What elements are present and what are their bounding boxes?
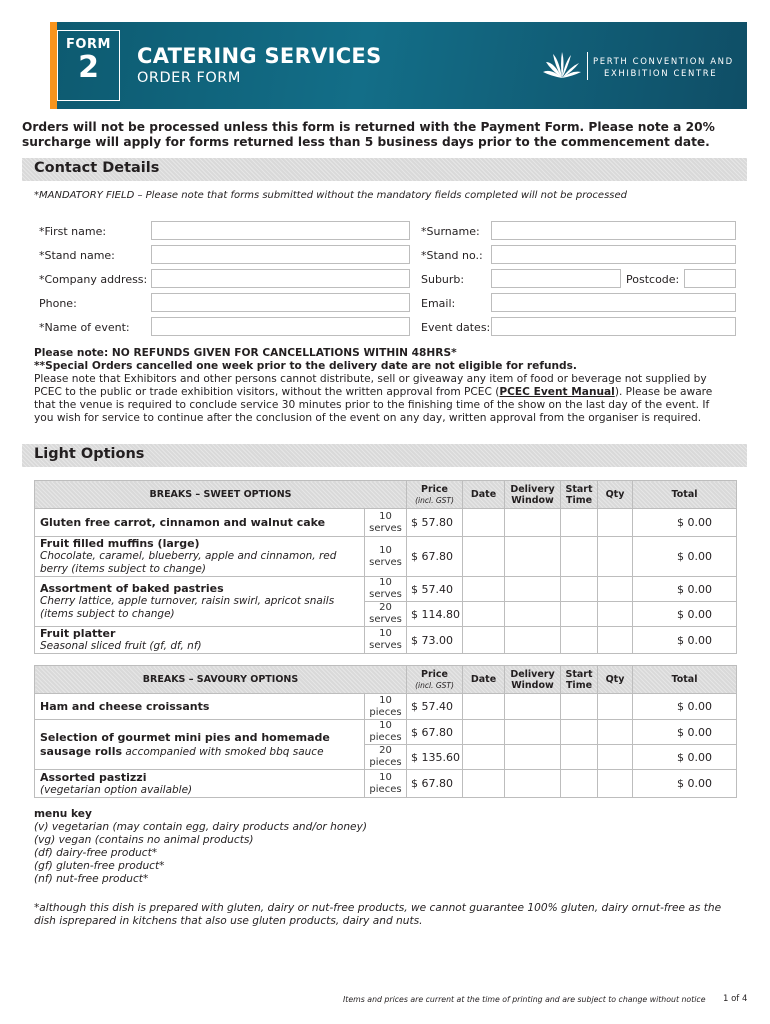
date-cell[interactable] [463, 694, 505, 720]
menu-key-item: (df) dairy-free product* [34, 847, 158, 859]
phone-field[interactable] [151, 293, 410, 312]
form-number: 2 [78, 50, 99, 85]
serving-size: 10 pieces [365, 694, 407, 720]
policy-text-a: Please note that Exhibitors and other persons cannot distribute, sell or giveaway any item of food or beverage not supplied by PCEC to the public or trade exhibition visitors, without the written approval from PCEC ( [34, 373, 707, 398]
date-cell[interactable] [463, 602, 505, 627]
start-time-header: Start Time [561, 481, 598, 509]
item-cell: Fruit platter Seasonal sliced fruit (gf, df, nf) [35, 627, 365, 654]
item-price: $ 57.40 [407, 694, 463, 720]
postcode-label: Postcode: [626, 273, 680, 286]
qty-cell[interactable] [598, 720, 633, 745]
event-manual-link[interactable]: PCEC Event Manual [499, 386, 615, 398]
date-cell[interactable] [463, 720, 505, 745]
start-time-cell[interactable] [561, 694, 598, 720]
item-total: $ 0.00 [633, 537, 737, 577]
serving-size: 10 serves [365, 509, 407, 537]
mandatory-note: *MANDATORY FIELD – Please note that forms submitted without the mandatory fields completed will not be processed [34, 190, 627, 201]
special-orders-note: **Special Orders cancelled one week prior to the delivery date are not eligible for refunds. [34, 360, 577, 372]
email-field[interactable] [491, 293, 736, 312]
serving-size: 10 serves [365, 577, 407, 602]
item-price: $ 114.80 [407, 602, 463, 627]
delivery-window-cell[interactable] [505, 770, 561, 798]
suburb-field[interactable] [491, 269, 621, 288]
delivery-window-cell[interactable] [505, 577, 561, 602]
item-cell: Assortment of baked pastries Cherry lattice, apple turnover, raisin swirl, apricot snails (items subject to change) [35, 577, 365, 627]
phone-label: Phone: [39, 297, 77, 310]
event-dates-field[interactable] [491, 317, 736, 336]
menu-key-item: (gf) gluten-free product* [34, 860, 165, 872]
table-row [35, 720, 737, 745]
serving-size: 20 serves [365, 602, 407, 627]
page-number: 1 of 4 [723, 994, 748, 1004]
date-cell[interactable] [463, 745, 505, 770]
contact-section-header [22, 158, 747, 181]
document-title: CATERING SERVICES [137, 44, 382, 68]
qty-cell[interactable] [598, 602, 633, 627]
stand-name-label: *Stand name: [39, 249, 115, 262]
item-price: $ 135.60 [407, 745, 463, 770]
surname-field[interactable] [491, 221, 736, 240]
delivery-window-cell[interactable] [505, 627, 561, 654]
first-name-label: *First name: [39, 225, 107, 238]
item-cell: Assorted pastizzi (vegetarian option available) [35, 770, 365, 798]
item-total: $ 0.00 [633, 745, 737, 770]
stand-no-field[interactable] [491, 245, 736, 264]
event-name-label: *Name of event: [39, 321, 130, 334]
logo-text-line1: PERTH CONVENTION AND [593, 57, 734, 67]
total-header: Total [633, 666, 737, 694]
allergen-disclaimer: *although this dish is prepared with gluten, dairy or nut-free products, we cannot guarantee 100% gluten, dairy ornut-free as the dish isprepared in kitchens that also use gluten products, dairy and nuts. [34, 902, 722, 927]
item-total: $ 0.00 [633, 720, 737, 745]
savoury-header-row [35, 666, 737, 694]
serving-size: 10 pieces [365, 720, 407, 745]
item-total: $ 0.00 [633, 509, 737, 537]
item-price: $ 57.80 [407, 509, 463, 537]
table-row [35, 537, 737, 577]
total-header: Total [633, 481, 737, 509]
item-cell: Gluten free carrot, cinnamon and walnut cake [35, 509, 365, 537]
exhibitor-policy-note [34, 373, 720, 425]
item-price: $ 67.80 [407, 770, 463, 798]
sweet-options-table [34, 480, 737, 654]
event-dates-label: Event dates: [421, 321, 491, 334]
savoury-heading: BREAKS – SAVOURY OPTIONS [35, 666, 407, 694]
qty-cell[interactable] [598, 509, 633, 537]
item-price: $ 57.40 [407, 577, 463, 602]
date-header: Date [463, 481, 505, 509]
menu-key-item: (v) vegetarian (may contain egg, dairy products and/or honey) [34, 821, 367, 833]
item-price: $ 67.80 [407, 537, 463, 577]
price-header: Price (incl. GST) [407, 666, 463, 694]
item-total: $ 0.00 [633, 627, 737, 654]
company-address-field[interactable] [151, 269, 410, 288]
start-time-cell[interactable] [561, 720, 598, 745]
serving-size: 10 serves [365, 537, 407, 577]
start-time-cell[interactable] [561, 770, 598, 798]
table-row [35, 770, 737, 798]
serving-size: 10 serves [365, 627, 407, 654]
menu-key-item: (nf) nut-free product* [34, 873, 149, 885]
start-time-cell[interactable] [561, 537, 598, 577]
table-row [35, 627, 737, 654]
contact-section-title: Contact Details [34, 160, 160, 176]
banner-accent-stripe [50, 22, 57, 109]
item-total: $ 0.00 [633, 694, 737, 720]
stand-no-label: *Stand no.: [421, 249, 483, 262]
qty-cell[interactable] [598, 694, 633, 720]
delivery-window-cell[interactable] [505, 694, 561, 720]
qty-cell[interactable] [598, 745, 633, 770]
item-total: $ 0.00 [633, 602, 737, 627]
qty-cell[interactable] [598, 537, 633, 577]
menu-key [34, 808, 367, 886]
logo-divider [587, 52, 588, 80]
first-name-field[interactable] [151, 221, 410, 240]
delivery-window-header: Delivery Window [505, 666, 561, 694]
logo-text-line2: EXHIBITION CENTRE [604, 69, 718, 79]
table-row [35, 509, 737, 537]
qty-cell[interactable] [598, 770, 633, 798]
start-time-cell[interactable] [561, 627, 598, 654]
start-time-cell[interactable] [561, 509, 598, 537]
date-cell[interactable] [463, 537, 505, 577]
postcode-field[interactable] [684, 269, 736, 288]
light-options-header [22, 444, 747, 467]
start-time-header: Start Time [561, 666, 598, 694]
form-number-box [57, 30, 120, 101]
item-total: $ 0.00 [633, 770, 737, 798]
delivery-window-cell[interactable] [505, 720, 561, 745]
delivery-window-cell[interactable] [505, 602, 561, 627]
delivery-window-cell[interactable] [505, 509, 561, 537]
company-address-label: *Company address: [39, 273, 148, 286]
document-subtitle: ORDER FORM [137, 70, 241, 86]
date-header: Date [463, 666, 505, 694]
savoury-options-table [34, 665, 737, 798]
item-cell: Ham and cheese croissants [35, 694, 365, 720]
date-cell[interactable] [463, 627, 505, 654]
item-cell: Fruit filled muffins (large) Chocolate, caramel, blueberry, apple and cinnamon, red berry (items subject to change) [35, 537, 365, 577]
date-cell[interactable] [463, 509, 505, 537]
qty-cell[interactable] [598, 577, 633, 602]
item-price: $ 67.80 [407, 720, 463, 745]
item-price: $ 73.00 [407, 627, 463, 654]
qty-header: Qty [598, 666, 633, 694]
light-options-title: Light Options [34, 446, 145, 462]
table-row [35, 577, 737, 602]
start-time-cell[interactable] [561, 577, 598, 602]
start-time-cell[interactable] [561, 745, 598, 770]
policy-text-b: ). Please be aware that the venue is required to conclude service 30 minutes prior to the finishing time of the show on the last day of the event. If you wish for service to continue after the conclusion of the event on any day, written approval from the organiser is required. [34, 386, 713, 424]
intro-notice: Orders will not be processed unless this form is returned with the Payment Form. Please note a 20% surcharge will apply for forms returned less than 5 business days prior to the commencement date. [22, 120, 715, 149]
surname-label: *Surname: [421, 225, 480, 238]
form-label: FORM [66, 37, 111, 52]
serving-size: 20 pieces [365, 745, 407, 770]
delivery-window-cell[interactable] [505, 537, 561, 577]
no-refunds-note: Please note: NO REFUNDS GIVEN FOR CANCELLATIONS WITHIN 48HRS* [34, 347, 457, 359]
item-cell: Selection of gourmet mini pies and homemade sausage rolls accompanied with smoked bbq sauce [35, 720, 365, 770]
qty-cell[interactable] [598, 627, 633, 654]
delivery-window-header: Delivery Window [505, 481, 561, 509]
menu-key-title: menu key [34, 808, 92, 820]
start-time-cell[interactable] [561, 602, 598, 627]
qty-header: Qty [598, 481, 633, 509]
cancellation-notes [34, 347, 720, 425]
suburb-label: Suburb: [421, 273, 465, 286]
fan-logo-icon [541, 50, 583, 82]
date-cell[interactable] [463, 770, 505, 798]
email-label: Email: [421, 297, 456, 310]
menu-key-item: (vg) vegan (contains no animal products) [34, 834, 254, 846]
sweet-heading: BREAKS – SWEET OPTIONS [35, 481, 407, 509]
delivery-window-cell[interactable] [505, 745, 561, 770]
date-cell[interactable] [463, 577, 505, 602]
stand-name-field[interactable] [151, 245, 410, 264]
item-total: $ 0.00 [633, 577, 737, 602]
footer-note: Items and prices are current at the time of printing and are subject to change without notice [343, 995, 706, 1004]
table-row [35, 694, 737, 720]
event-name-field[interactable] [151, 317, 410, 336]
serving-size: 10 pieces [365, 770, 407, 798]
price-header: Price (incl. GST) [407, 481, 463, 509]
sweet-header-row [35, 481, 737, 509]
